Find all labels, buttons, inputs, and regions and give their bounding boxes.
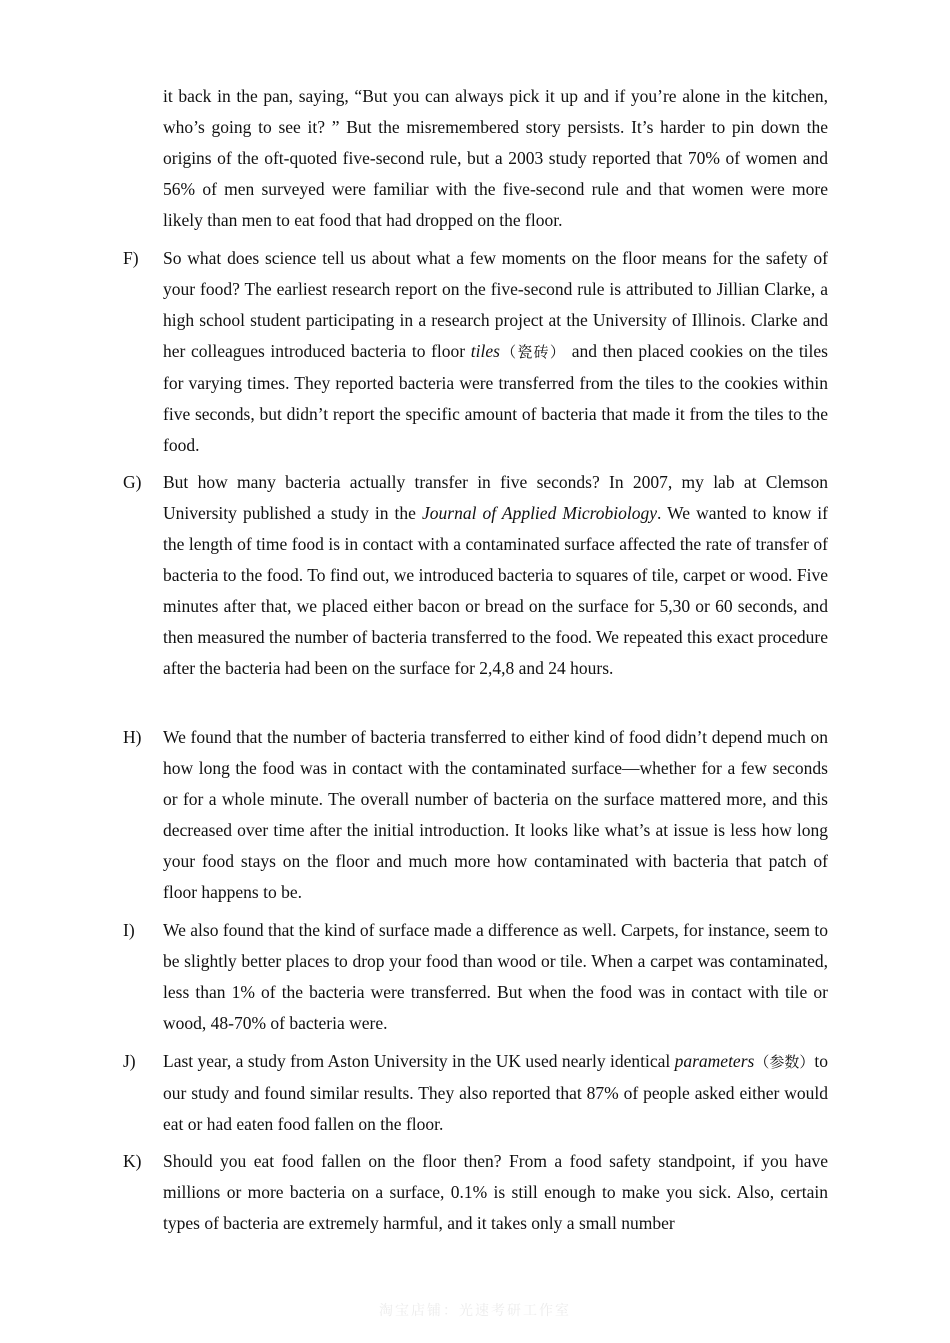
italic-term: Journal of Applied Microbiology [422,503,657,523]
text-segment: We found that the number of bacteria transferred to either kind of food didn’t depend much on how long the food was in contact with the contaminated surface—whether for a few seconds or for a whole minute. The overall number of bacteria on the surface mattered more, and this decreased over time after the initial introduction. It looks like what’s at issue is less how long your food stays on the floor and much more how contaminated with bacteria that patch of floor happens to be. [163,727,828,902]
text-segment: . We wanted to know if the length of time food is in contact with a contaminated surface affected the rate of transfer of bacteria to the food. To find out, we introduced bacteria to squares of tile, carpet or wood. Five minutes after that, we placed either bacon or bread on the surface for 5,30 or 60 seconds, and then measured the number of bacteria transferred to the food. We repeated this exact procedure after the bacteria had been on the surface for 2,4,8 and 24 hours. [163,503,828,678]
text-segment: to our study and found similar results. They also reported that 87% of people asked either would eat or had eaten food fallen on the floor. [163,1051,828,1134]
paragraph-k [123,1146,828,1239]
paragraph-marker: J) [123,1051,136,1071]
paragraph-continuation [123,81,828,236]
text-segment: Last year, a study from Aston University in the UK used nearly identical [163,1051,675,1071]
text-segment: So what does science tell us about what a few moments on the floor means for the safety of your food? The earliest research report on the five-second rule is attributed to Jillian Clarke, a high school student participating in a research project at the University of Illinois. Clarke and her colleagues introduced bacteria to floor [163,248,828,361]
paragraph-body [163,81,828,236]
chinese-gloss: （参数） [754,1053,815,1071]
italic-term: parameters [674,1051,755,1071]
paragraph-body [163,1046,828,1140]
paragraph-body [163,243,828,461]
text-segment: Should you eat food fallen on the floor then? From a food safety standpoint, if you have millions or more bacteria on a surface, 0.1% is still enough to make you sick. Also, certain types of bacteria are extremely harmful, and it takes only a small number [163,1151,828,1233]
paragraph-j [123,1046,828,1140]
paragraph-body [163,467,828,684]
paragraph-g [123,467,828,684]
italic-term: tiles [470,341,500,361]
paragraph-h [123,722,828,908]
paragraph-body [163,722,828,908]
text-segment: and then placed cookies on the tiles for varying times. They reported bacteria were transferred from the tiles to the cookies within five seconds, but didn’t report the specific amount of bacteria that made it from the tiles to the food. [163,341,828,455]
paragraph-marker: K) [123,1151,142,1171]
paragraph-marker: H) [123,727,142,747]
paragraph-body [163,1146,828,1239]
paragraph-marker: F) [123,248,139,268]
text-segment: We also found that the kind of surface made a difference as well. Carpets, for instance, seem to be slightly better places to drop your food than wood or tile. When a carpet was contaminated, less than 1% of the bacteria were transferred. But when the food was in contact with tile or wood, 48-70% of bacteria were. [163,920,828,1033]
paragraph-f [123,243,828,461]
paragraph-i [123,915,828,1039]
paragraph-marker: G) [123,472,142,492]
watermark: 淘宝店铺：光速考研工作室 [379,1303,571,1319]
text-segment: But how many bacteria actually transfer in five seconds? In 2007, my lab at Clemson University published a study in the [163,472,828,523]
chinese-gloss: （瓷砖） [499,343,567,361]
paragraph-body [163,915,828,1039]
text-segment: it back in the pan, saying, “But you can always pick it up and if you’re alone in the kitchen, who’s going to see it? ” But the misremembered story persists. It’s harder to pin down the origins of the oft-quoted five-second rule, but a 2003 study reported that 70% of women and 56% of men surveyed were familiar with the five-second rule and that women were more likely than men to eat food that had dropped on the floor. [163,86,828,230]
paragraph-marker: I) [123,920,135,940]
